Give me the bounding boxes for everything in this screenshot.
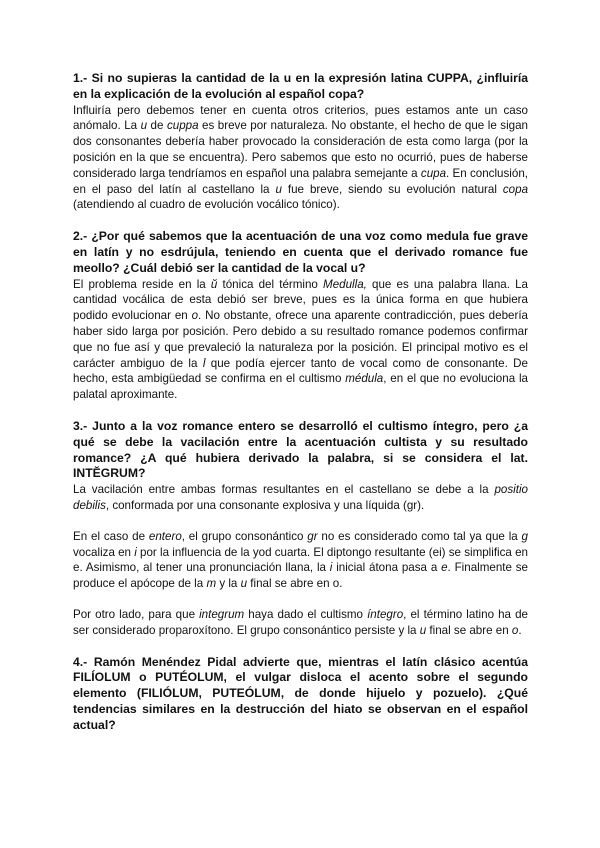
italic-term: ŭ	[210, 277, 218, 291]
italic-term: cupa	[420, 166, 447, 180]
section-gap	[73, 403, 528, 419]
question-1: 1.- Si no supieras la cantidad de la u en la expresión latina CUPPA, ¿influiría en la explicación de la evolución al español copa?	[73, 71, 528, 101]
section-gap	[73, 639, 528, 655]
question-2: 2.- ¿Por qué sabemos que la acentuación de una voz como medula fue grave en latín y no esdrújula, teniendo en cuenta que el derivado romance fue meollo? ¿Cuál debió ser la cantidad de la vocal u?	[73, 229, 528, 275]
document-page	[73, 71, 528, 733]
question-3: 3.- Junto a la voz romance entero se desarrolló el cultismo íntegro, pero ¿a qué se debe la vacilación entre la acentuación cultista y su resultado romance? ¿A qué hubiera derivado la palabra, si se considera el lat. INTĔGRUM?	[73, 418, 528, 481]
italic-term: íntegro	[367, 607, 404, 621]
italic-term: e	[441, 561, 448, 575]
italic-term: positio debilis	[73, 483, 528, 512]
italic-term: entero	[148, 529, 182, 543]
answer-3-paragraph-2: En el caso de entero, el grupo consonántico gr no es considerado como tal ya que la g vocaliza en i por la influencia de la yod cuarta. El diptongo resultante (ei) se simplifica en e. Asimismo, al tener una pronunciación llana, la i inicial átona pasa a e. Finalmente se produce el apócope de la m y la u final se abre en o.	[73, 529, 529, 591]
italic-term: u	[275, 182, 282, 196]
italic-term: cuppa	[166, 119, 199, 133]
paragraph-gap	[73, 514, 528, 529]
italic-term: u	[419, 623, 427, 637]
answer-2-paragraph: El problema reside en la ŭ tónica del término Medulla, que es una palabra llana. La cantidad vocálica de esta debió ser breve, pues es la única forma en que hubiera podido evolucionar en o. No obstante, ofrece una aparente contradicción, pues debería haber sido larga por posición. Pero debido a su resultado romance podemos confirmar que no fue así y que prevaleció la naturaleza por la posición. El principal motivo es el carácter ambiguo de la l que podía ejercer tanto de vocal como de consonante. De hecho, esta ambigüedad se confirma en el cultismo médula, en el que no evoluciona la palatal aproximante.	[73, 277, 529, 402]
italic-term: o	[191, 309, 199, 323]
answer-3-paragraph-3: Por otro lado, para que integrum haya dado el cultismo íntegro, el término latino ha de ser considerado proparoxítono. El grupo consonántico persiste y la u final se abre en o.	[73, 607, 528, 637]
italic-term: integrum	[199, 607, 245, 621]
italic-term: o	[511, 623, 519, 637]
italic-term: gr	[307, 529, 318, 543]
italic-term: copa	[502, 182, 529, 196]
italic-term: l	[202, 356, 206, 370]
section-gap	[73, 213, 528, 229]
answer-1-paragraph: Influiría pero debemos tener en cuenta otros criterios, pues estamos ante un caso anómalo. La u de cuppa es breve por naturaleza. No obstante, el hecho de que le sigan dos consonantes debería haber provocado la consideración de esta como larga (por la posición en la que se encuentra). Pero sabemos que esto no ocurrió, pues de haberse considerado larga tendríamos en español una palabra semejante a cupa. En conclusión, en el paso del latín al castellano la u fue breve, siendo su evolución natural copa (atendiendo al cuadro de evolución vocálico tónico).	[73, 103, 529, 212]
italic-term: u	[140, 119, 148, 133]
italic-term: médula	[345, 372, 384, 386]
italic-term: m	[206, 577, 217, 591]
paragraph-gap	[73, 592, 528, 607]
answer-3-paragraph-1: La vacilación entre ambas formas resultantes en el castellano se debe a la positio debilis, conformada por una consonante explosiva y una líquida (gr).	[73, 483, 528, 512]
italic-term: i	[134, 545, 137, 559]
italic-term: i	[329, 561, 333, 575]
italic-term: u	[240, 577, 248, 591]
question-4: 4.- Ramón Menéndez Pidal advierte que, mientras el latín clásico acentúa FILÍOLUM o PUTÉOLUM, el vulgar disloca el acento sobre el segundo elemento (FILIÓLUM, PUTEÓLUM, de donde hijuelo y pozuelo). ¿Qué tendencias similares en la destrucción del hiato se observan en el español actual?	[73, 654, 528, 732]
italic-term: g	[521, 529, 528, 543]
italic-term: Medulla,	[323, 277, 367, 291]
